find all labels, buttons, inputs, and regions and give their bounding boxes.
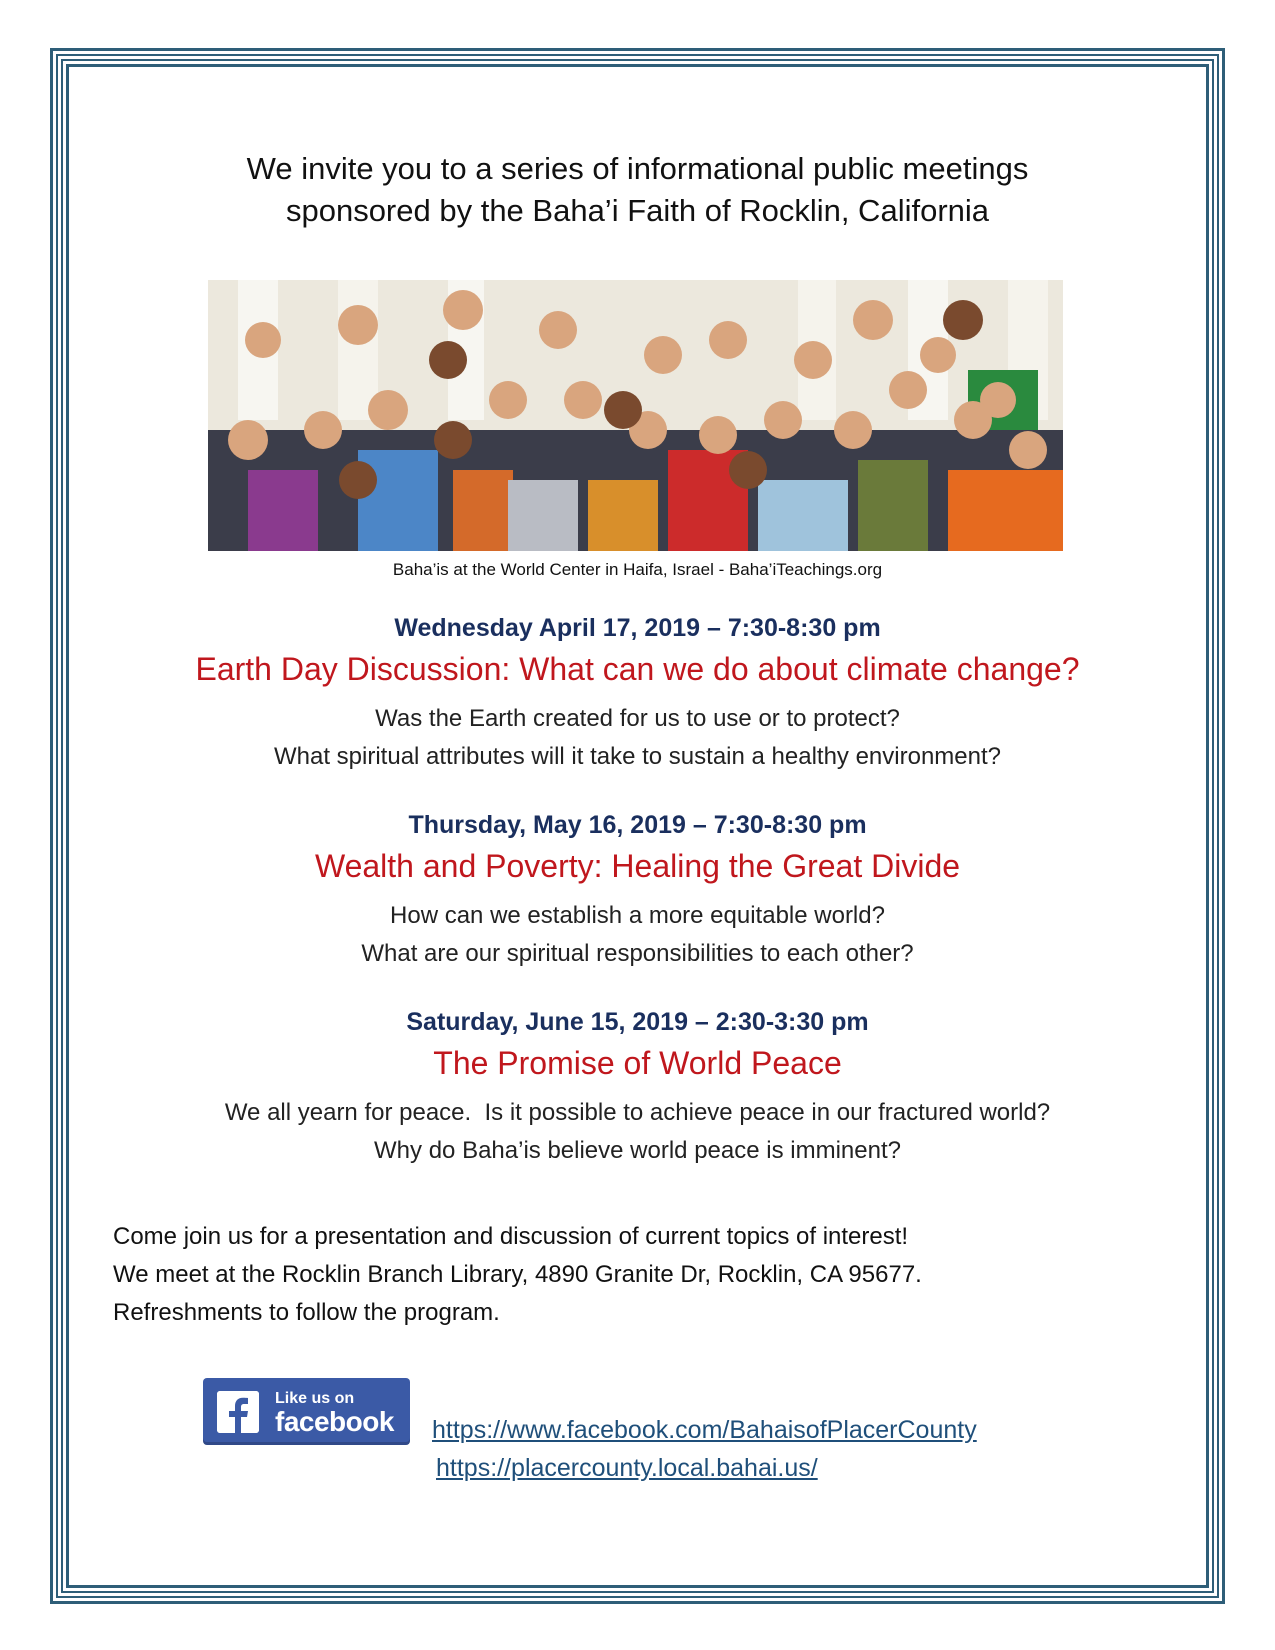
group-photo-illustration <box>208 280 1063 551</box>
closing-line-1: Come join us for a presentation and discussion of current topics of interest! <box>113 1223 909 1250</box>
intro-line-2: sponsored by the Baha’i Faith of Rocklin, California <box>285 193 990 228</box>
event-3-question-2: Why do Baha’is believe world peace is imminent? <box>374 1137 901 1164</box>
facebook-like-text: Like us on <box>275 1390 355 1407</box>
website-link[interactable]: https://placercounty.local.bahai.us/ <box>436 1454 818 1482</box>
event-1-title: Earth Day Discussion: What can we do about climate change? <box>195 651 1080 687</box>
event-1-question-2: What spiritual attributes will it take to sustain a healthy environment? <box>273 743 1002 770</box>
event-2-date: Thursday, May 16, 2019 – 7:30-8:30 pm <box>408 811 867 839</box>
facebook-page-link[interactable]: https://www.facebook.com/BahaisofPlacerCounty <box>432 1416 977 1444</box>
closing-line-2: We meet at the Rocklin Branch Library, 4890 Granite Dr, Rocklin, CA 95677. <box>113 1261 922 1288</box>
group-photo <box>208 280 1063 551</box>
event-2-title: Wealth and Poverty: Healing the Great Divide <box>314 848 961 884</box>
intro-heading <box>0 148 1275 232</box>
closing-paragraph <box>113 1218 922 1332</box>
event-1-date: Wednesday April 17, 2019 – 7:30-8:30 pm <box>394 614 881 642</box>
event-3-date: Saturday, June 15, 2019 – 2:30-3:30 pm <box>406 1008 869 1036</box>
facebook-logo-icon <box>217 1391 259 1433</box>
photo-caption: Baha’is at the World Center in Haifa, Israel - Baha’iTeachings.org <box>392 560 883 579</box>
event-3-title: The Promise of World Peace <box>433 1045 842 1081</box>
event-2-question-1: How can we establish a more equitable world? <box>390 902 885 929</box>
event-1-question-1: Was the Earth created for us to use or to protect? <box>375 705 900 732</box>
event-3-questions <box>0 1094 1275 1170</box>
facebook-like-badge[interactable] <box>203 1378 410 1445</box>
event-3-question-1: We all yearn for peace. Is it possible to achieve peace in our fractured world? <box>224 1099 1051 1126</box>
event-1-questions <box>0 700 1275 776</box>
facebook-brand-text: facebook <box>275 1406 394 1437</box>
closing-line-3: Refreshments to follow the program. <box>113 1299 500 1326</box>
intro-line-1: We invite you to a series of informational public meetings <box>246 151 1029 186</box>
event-2-questions <box>0 897 1275 973</box>
event-2-question-2: What are our spiritual responsibilities to each other? <box>361 940 914 967</box>
